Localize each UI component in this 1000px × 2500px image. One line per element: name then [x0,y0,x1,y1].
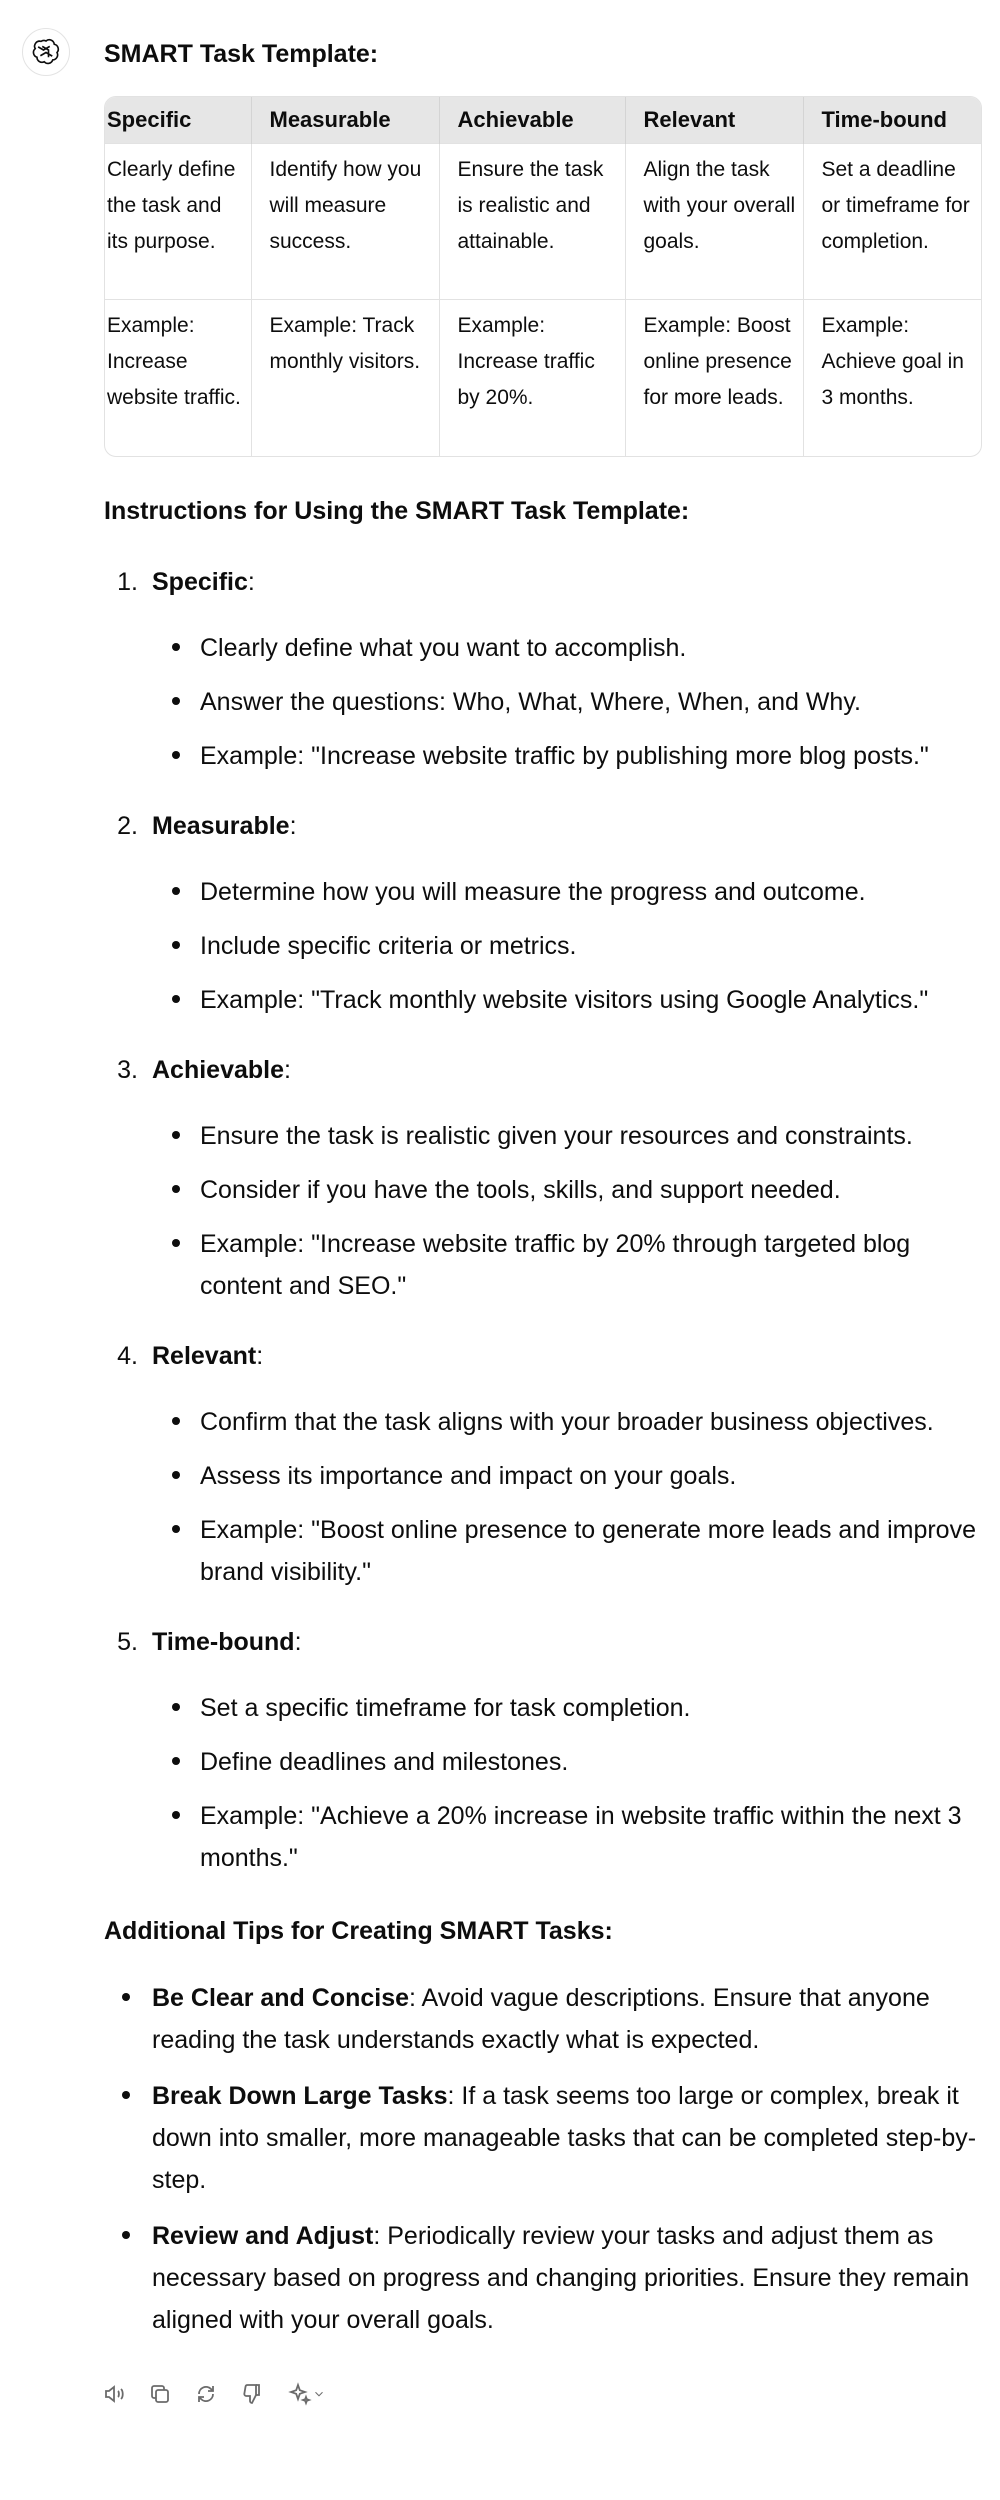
step-number: 5. [117,1627,138,1656]
table-row [105,300,982,456]
instructions-heading: Instructions for Using the SMART Task Template: [104,496,690,525]
tip-text: : Avoid vague descriptions. Ensure that anyone reading the task understands exactly what is expected. [152,1983,930,2054]
regenerate-button[interactable] [192,2380,220,2408]
table-cell: Clearly define the task and its purpose. [105,144,251,300]
step-suffix: : [289,811,297,840]
list-item: Include specific criteria or metrics. [152,925,984,967]
steps-list [104,561,984,1879]
table-cell: Set a deadline or timeframe for completion. [803,144,982,300]
column-header: Time-bound [803,97,982,144]
tip-text: : Periodically review your tasks and adjust them as necessary based on progress and changing priorities. Ensure they remain aligned with your overall goals. [152,2221,970,2334]
read-aloud-button[interactable] [100,2380,128,2408]
list-item: Assess its importance and impact on your goals. [152,1455,984,1497]
tips-list [104,1977,984,2341]
list-item: Determine how you will measure the progress and outcome. [152,871,984,913]
step-item [104,561,984,777]
list-item: Consider if you have the tools, skills, and support needed. [152,1169,984,1211]
table-header-row [105,97,982,144]
table-row [105,144,982,300]
chevron-down-icon [312,2387,326,2401]
column-header: Specific [105,97,251,144]
column-header: Measurable [251,97,439,144]
step-suffix: : [256,1341,264,1370]
column-header: Achievable [439,97,625,144]
copy-icon [148,2382,172,2406]
tip-text: : If a task seems too large or complex, break it down into smaller, more manageable tasks that can be completed step-by-step. [152,2081,977,2194]
list-item: Confirm that the task aligns with your broader business objectives. [152,1401,984,1443]
list-item: Example: "Increase website traffic by publishing more blog posts." [152,735,984,777]
table-cell: Example: Increase website traffic. [105,300,251,456]
tip-item [104,1977,984,2061]
read-aloud-icon [102,2382,126,2406]
assistant-avatar [22,28,70,76]
step-suffix: : [294,1627,302,1656]
table-cell: Example: Boost online presence for more leads. [625,300,803,456]
assistant-message [104,30,984,2355]
step-suffix: : [247,567,255,596]
list-item: Example: "Increase website traffic by 20% through targeted blog content and SEO." [152,1223,984,1307]
switch-model-button[interactable] [284,2380,330,2408]
step-number: 4. [117,1341,138,1370]
list-item: Ensure the task is realistic given your resources and constraints. [152,1115,984,1157]
step-number: 2. [117,811,138,840]
list-item: Example: "Track monthly website visitors using Google Analytics." [152,979,984,1021]
regenerate-icon [194,2382,218,2406]
list-item: Clearly define what you want to accomplish. [152,627,984,669]
message-title: SMART Task Template: [104,40,379,68]
list-item: Example: "Boost online presence to generate more leads and improve brand visibility." [152,1509,984,1593]
step-item [104,1049,984,1307]
sparkle-model-icon [288,2382,312,2406]
thumbs-down-button[interactable] [238,2380,266,2408]
tip-term: Review and Adjust [152,2221,374,2250]
message-actions [100,2380,330,2408]
step-number: 3. [117,1055,138,1084]
tip-item [104,2075,984,2201]
table-cell: Identify how you will measure success. [251,144,439,300]
step-term: Time-bound [152,1627,295,1656]
step-term: Measurable [152,811,290,840]
tips-heading: Additional Tips for Creating SMART Tasks: [104,1916,613,1945]
table-cell: Example: Increase traffic by 20%. [439,300,625,456]
copy-button[interactable] [146,2380,174,2408]
list-item: Set a specific timeframe for task completion. [152,1687,984,1729]
list-item: Answer the questions: Who, What, Where, When, and Why. [152,681,984,723]
step-term: Relevant [152,1341,257,1370]
tip-term: Be Clear and Concise [152,1983,410,2012]
table-cell: Example: Track monthly visitors. [251,300,439,456]
list-item: Define deadlines and milestones. [152,1741,984,1783]
column-header: Relevant [625,97,803,144]
step-item [104,805,984,1021]
table-cell: Example: Achieve goal in 3 months. [803,300,982,456]
step-term: Specific [152,567,248,596]
table-cell: Ensure the task is realistic and attainable. [439,144,625,300]
tip-term: Break Down Large Tasks [152,2081,448,2110]
list-item: Example: "Achieve a 20% increase in website traffic within the next 3 months." [152,1795,984,1879]
step-number: 1. [117,567,138,596]
tip-item [104,2215,984,2341]
step-item [104,1621,984,1879]
step-term: Achievable [152,1055,285,1084]
openai-logo-icon [31,37,61,67]
step-suffix: : [284,1055,291,1084]
thumbs-down-icon [240,2382,264,2406]
step-item [104,1335,984,1593]
smart-table [104,96,982,457]
table-cell: Align the task with your overall goals. [625,144,803,300]
